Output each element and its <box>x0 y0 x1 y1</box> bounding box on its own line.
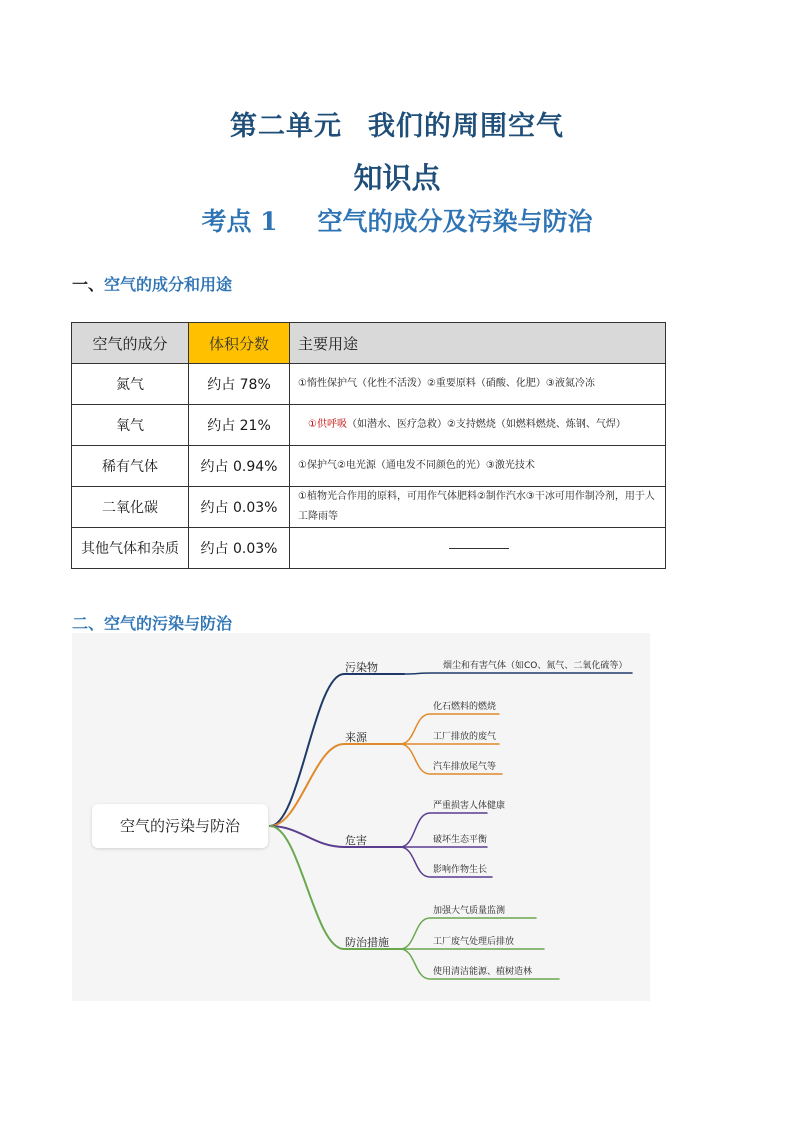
table-row <box>72 446 666 487</box>
table-row <box>72 487 666 528</box>
mindmap-child-label: 加强大气质量监测 <box>433 906 506 916</box>
table-row <box>72 528 666 569</box>
row-name: 氮气 <box>72 364 189 405</box>
header-use: 主要用途 <box>290 323 666 364</box>
mindmap-child-label: 破坏生态平衡 <box>433 835 488 845</box>
row-volume: 约占 0.94% <box>189 446 290 487</box>
mindmap-child-label: 使用清洁能源、植树造林 <box>433 967 533 977</box>
kaodian-label: 考点 1 <box>201 207 278 236</box>
row-use: ①保护气②电光源（通电发不同颜色的光）③激光技术 <box>290 446 666 487</box>
mindmap-branch-label: 污染物 <box>345 661 378 674</box>
mindmap-branch-label: 防治措施 <box>345 936 389 949</box>
row-volume: 约占 0.03% <box>189 528 290 569</box>
section1-heading <box>72 272 232 295</box>
row-use: ①惰性保护气（化性不活泼）②重要原料（硝酸、化肥）③液氮冷冻 <box>290 364 666 405</box>
row-name: 稀有气体 <box>72 446 189 487</box>
table-row <box>72 405 666 446</box>
section1-prefix: 一、 <box>72 275 105 294</box>
mindmap-branch-label: 危害 <box>345 834 367 847</box>
unit-title-part1: 第二单元 <box>230 111 342 142</box>
row-use-empty <box>290 528 666 569</box>
mindmap-child-line <box>404 673 632 674</box>
page-subtitle: 知识点 <box>353 161 441 195</box>
kaodian-text: 空气的成分及污染与防治 <box>317 207 593 236</box>
section2-heading: 二、空气的污染与防治 <box>72 614 233 633</box>
mindmap-child-label: 化石燃料的燃烧 <box>433 702 497 712</box>
mindmap-branch-line <box>270 826 404 949</box>
unit-title <box>0 104 794 143</box>
unit-title-part2: 我们的周围空气 <box>368 111 564 142</box>
mindmap-child-label: 工厂排放的废气 <box>433 732 497 742</box>
mindmap-child-label: 烟尘和有害气体（如CO、氮气、二氧化硫等） <box>443 661 628 671</box>
row-use-highlight: ①供呼吸 <box>308 419 347 430</box>
header-component: 空气的成分 <box>72 323 189 364</box>
air-composition-table <box>71 322 666 569</box>
row-volume: 约占 0.03% <box>189 487 290 528</box>
header-volume: 体积分数 <box>189 323 290 364</box>
row-use <box>290 405 666 446</box>
mindmap-child-label: 严重损害人体健康 <box>433 801 506 811</box>
row-use-rest: （如潜水、医疗急救）②支持燃烧（如燃料燃烧、炼钢、气焊） <box>346 419 626 430</box>
mindmap-child-label: 汽车排放尾气等 <box>433 762 497 772</box>
row-volume: 约占 78% <box>189 364 290 405</box>
mindmap <box>72 633 650 1001</box>
row-name: 二氧化碳 <box>72 487 189 528</box>
mindmap-branch-line <box>270 744 404 826</box>
table-header-row <box>72 323 666 364</box>
mindmap-child-label: 工厂废气处理后排放 <box>433 937 515 947</box>
empty-dash <box>449 548 509 549</box>
mindmap-child-label: 影响作物生长 <box>433 865 488 875</box>
row-volume: 约占 21% <box>189 405 290 446</box>
section1-title: 空气的成分和用途 <box>104 275 233 294</box>
row-name: 其他气体和杂质 <box>72 528 189 569</box>
mindmap-branch-label: 来源 <box>345 731 367 744</box>
kaodian-title <box>0 202 794 238</box>
row-use: ①植物光合作用的原料，可用作气体肥料②制作汽水③干冰可用作制冷剂，用于人工降雨等 <box>290 487 666 528</box>
mindmap-branch-line <box>270 674 404 826</box>
table-row <box>72 364 666 405</box>
row-name: 氧气 <box>72 405 189 446</box>
mindmap-central-node: 空气的污染与防治 <box>92 804 268 848</box>
